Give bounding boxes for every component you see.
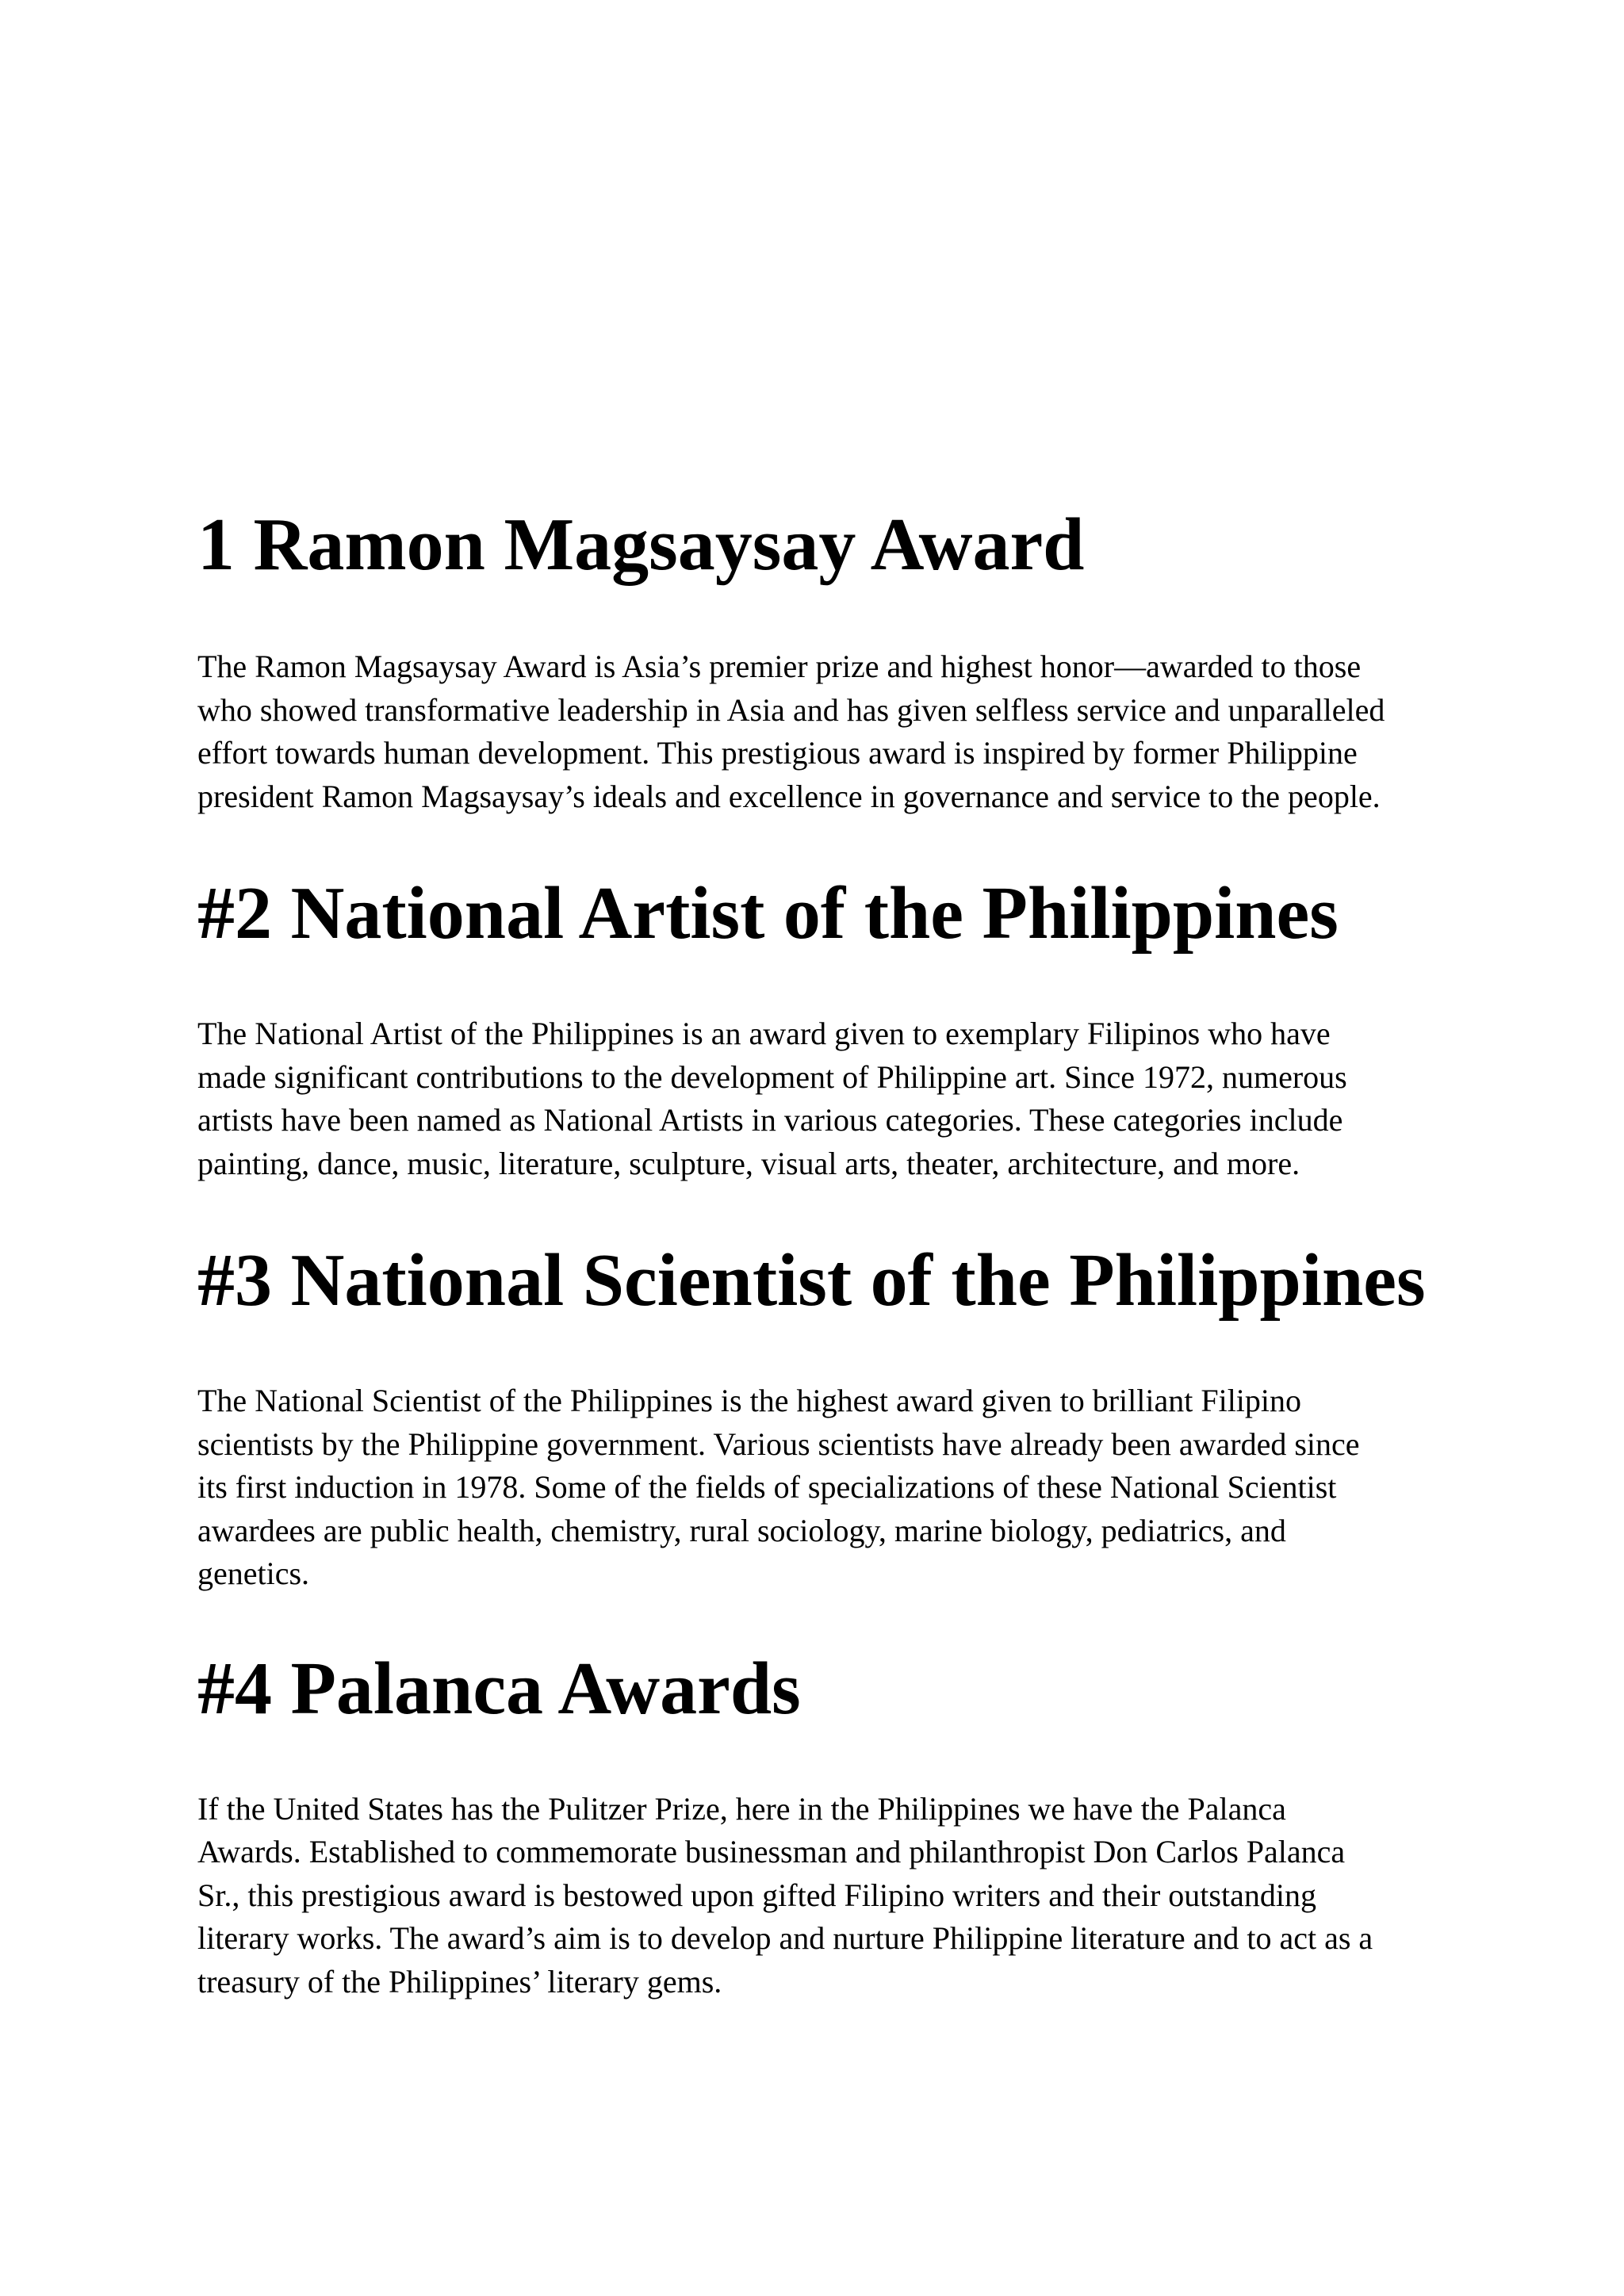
paragraph-line: who showed transformative leadership in Asia and has given selfless service and unparalleled — [197, 691, 1385, 728]
paragraph-line: scientists by the Philippine government. Various scientists have already been awarded since — [197, 1425, 1360, 1462]
paragraph-line: awardees are public health, chemistry, rural sociology, marine biology, pediatrics, and — [197, 1512, 1286, 1548]
section-heading: #3 National Scientist of the Philippines — [197, 1239, 1426, 1322]
section-national-scientist — [197, 1221, 1466, 1596]
section-heading: #4 Palanca Awards — [197, 1647, 801, 1730]
paragraph-line: The National Scientist of the Philippines is the highest award given to brilliant Filipino — [197, 1383, 1302, 1418]
section-paragraph — [197, 1012, 1466, 1185]
section-heading: 1 Ramon Magsaysay Award — [197, 503, 1085, 586]
paragraph-line: artists have been named as National Artists in various categories. These categories include — [197, 1102, 1343, 1138]
paragraph-line: its first induction in 1978. Some of the fields of specializations of these National Scientist — [197, 1469, 1337, 1505]
paragraph-line: president Ramon Magsaysay’s ideals and excellence in governance and service to the people. — [197, 778, 1381, 814]
paragraph-line: If the United States has the Pulitzer Prize, here in the Philippines we have the Palanca — [197, 1790, 1286, 1827]
section-heading: #2 National Artist of the Philippines — [197, 872, 1339, 955]
document-content — [197, 485, 1466, 2003]
paragraph-line: literary works. The award’s aim is to develop and nurture Philippine literature and to act as a — [197, 1920, 1373, 1956]
paragraph-line: The National Artist of the Philippines is an award given to exemplary Filipinos who have — [197, 1016, 1331, 1051]
paragraph-line: Awards. Established to commemorate businessman and philanthropist Don Carlos Palanca — [197, 1834, 1346, 1869]
section-palanca-awards — [197, 1629, 1466, 2004]
section-paragraph — [197, 1788, 1466, 2004]
paragraph-line: genetics. — [197, 1556, 310, 1591]
section-national-artist — [197, 854, 1466, 1185]
paragraph-line: effort towards human development. This prestigious award is inspired by former Philippine — [197, 735, 1358, 771]
section-paragraph — [197, 1380, 1466, 1596]
paragraph-line: painting, dance, music, literature, sculpture, visual arts, theater, architecture, and more. — [197, 1145, 1300, 1181]
paragraph-line: Sr., this prestigious award is bestowed upon gifted Filipino writers and their outstanding — [197, 1877, 1316, 1913]
paragraph-line: treasury of the Philippines’ literary gems. — [197, 1963, 722, 1999]
paragraph-line: made significant contributions to the development of Philippine art. Since 1972, numerous — [197, 1058, 1347, 1095]
paragraph-line: The Ramon Magsaysay Award is Asia’s premier prize and highest honor—awarded to those — [197, 649, 1362, 684]
section-ramon-magsaysay-award — [197, 485, 1466, 818]
section-paragraph — [197, 645, 1466, 818]
